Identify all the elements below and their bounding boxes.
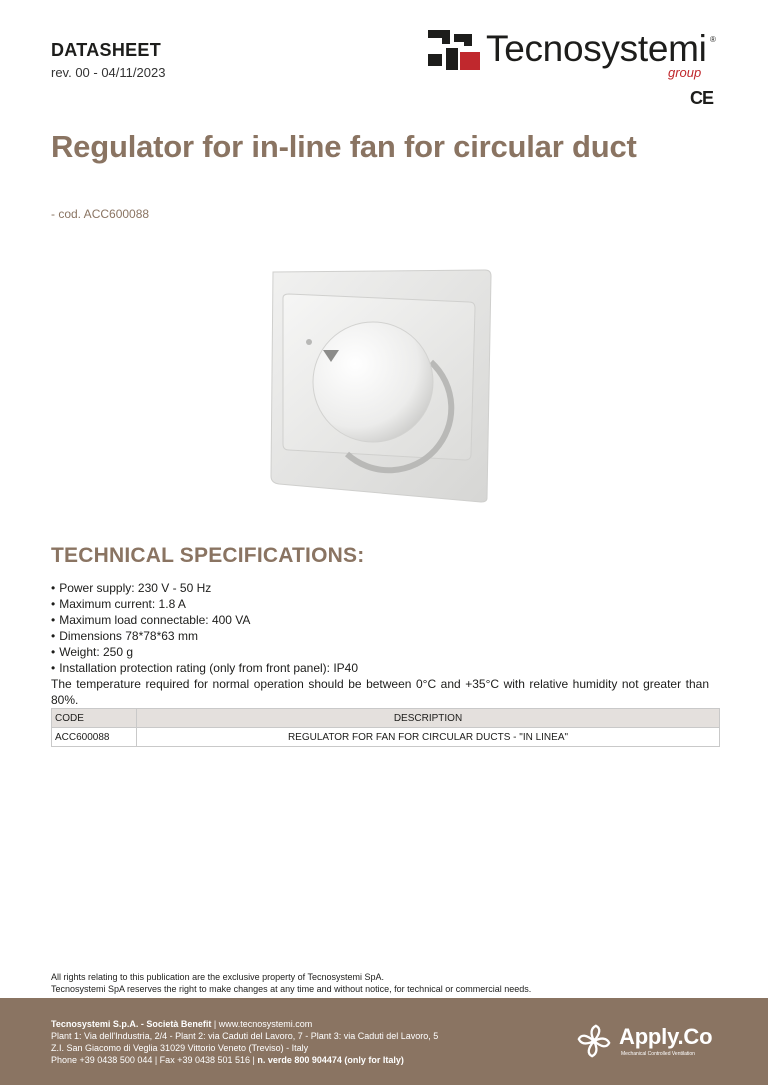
- footer-phone: Phone +39 0438 500 044 | Fax +39 0438 501 516 |: [51, 1055, 258, 1065]
- product-code: - cod. ACC600088: [51, 207, 150, 221]
- applyco-tagline: Mechanical Controlled Ventilation: [621, 1051, 695, 1057]
- doc-revision: rev. 00 - 04/11/2023: [51, 65, 166, 80]
- logo-wordmark: Tecnosystemi: [486, 28, 707, 69]
- spec-item: • Installation protection rating (only from front panel): IP40: [51, 660, 711, 676]
- footer-address: Z.I. San Giacomo di Veglia 31029 Vittorio Veneto (Treviso) - Italy: [51, 1043, 309, 1053]
- table-cell-code: ACC600088: [52, 728, 137, 747]
- table-row: [52, 728, 720, 747]
- legal-notice: [51, 971, 531, 995]
- doc-type: DATASHEET: [51, 40, 162, 60]
- column-header-code: CODE: [52, 709, 137, 728]
- footer-toll-free: n. verde 800 904474 (only for Italy): [257, 1055, 404, 1065]
- product-code-table: [51, 708, 720, 747]
- specs-list: [51, 580, 711, 676]
- tecnosystemi-logo-icon: [428, 30, 480, 70]
- table-cell-description: REGULATOR FOR FAN FOR CIRCULAR DUCTS - "IN LINEA": [137, 728, 720, 747]
- legal-line: Tecnosystemi SpA reserves the right to make changes at any time and without notice, for technical or commercial needs.: [51, 984, 532, 994]
- legal-line: All rights relating to this publication are the exclusive property of Tecnosystemi SpA.: [51, 972, 384, 982]
- footer-website: | www.tecnosystemi.com: [211, 1019, 313, 1029]
- page-title: Regulator for in-line fan for circular duct: [51, 129, 637, 164]
- spec-item: • Maximum load connectable: 400 VA: [51, 612, 711, 628]
- tecnosystemi-logo: [428, 27, 728, 82]
- footer: [0, 998, 768, 1085]
- ce-mark: CE: [690, 88, 714, 108]
- table-header-row: [52, 709, 720, 728]
- operating-conditions-note: The temperature required for normal operation should be between 0°C and +35°C with relative humidity not greater than 80%.: [51, 677, 709, 707]
- spec-item: • Maximum current: 1.8 A: [51, 596, 711, 612]
- footer-company: Tecnosystemi S.p.A. - Società Benefit: [51, 1019, 212, 1029]
- footer-plants: Plant 1: Via dell'Industria, 2/4 - Plant 2: via Caduti del Lavoro, 7 - Plant 3: via Caduti del Lavoro, 5: [51, 1031, 439, 1041]
- spec-item: • Power supply: 230 V - 50 Hz: [51, 580, 711, 596]
- fan-icon: [575, 1022, 613, 1060]
- regulator-product-image: [255, 262, 505, 512]
- applyco-logo: [575, 1022, 735, 1062]
- footer-contact-info: [51, 1018, 438, 1066]
- registered-mark: ®: [710, 35, 716, 44]
- spec-item: • Dimensions 78*78*63 mm: [51, 628, 711, 644]
- specs-heading: TECHNICAL SPECIFICATIONS:: [51, 544, 365, 567]
- column-header-description: DESCRIPTION: [137, 709, 720, 728]
- spec-item: • Weight: 250 g: [51, 644, 711, 660]
- logo-group-label: group: [668, 65, 702, 80]
- applyco-wordmark: Apply.Co: [619, 1024, 713, 1049]
